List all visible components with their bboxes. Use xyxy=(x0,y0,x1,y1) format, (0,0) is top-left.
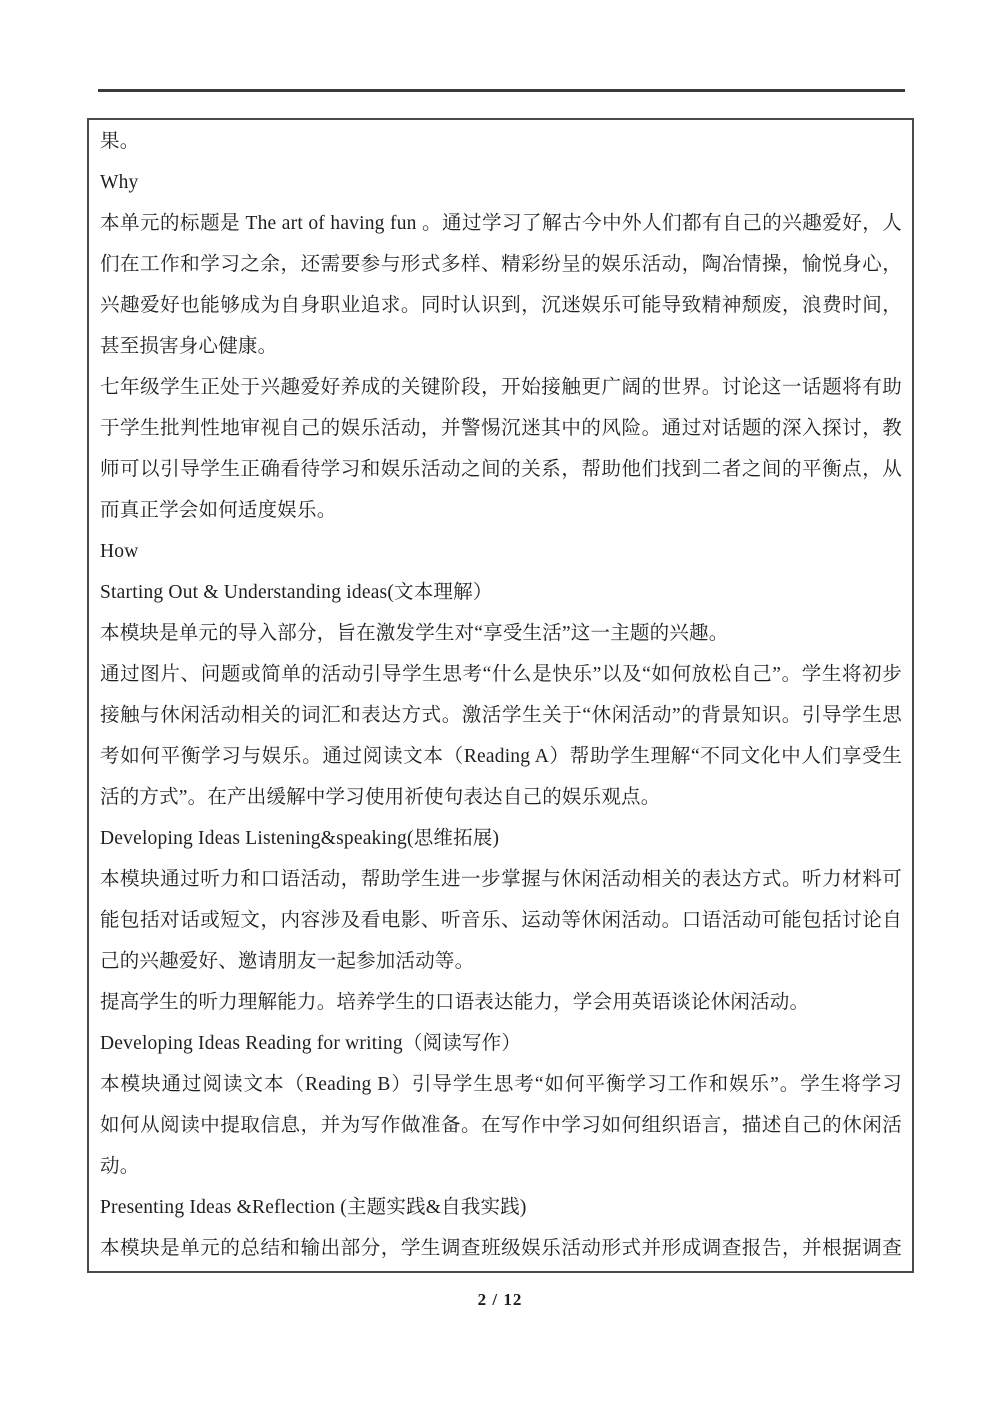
text-line: Developing Ideas Listening&speaking(思维拓展) xyxy=(100,828,500,849)
text-line: 果。 xyxy=(100,131,140,152)
page-number: 2 / 12 xyxy=(477,1290,523,1309)
text-line: 本模块通过阅读文本（Reading B）引导学生思考“如何平衡学习工作和娱乐”。学生将学习 xyxy=(100,1074,902,1095)
page-footer xyxy=(0,1290,1000,1310)
text-line: 提高学生的听力理解能力。培养学生的口语表达能力，学会用英语谈论休闲活动。 xyxy=(100,992,810,1013)
text-line: Why xyxy=(100,172,139,193)
text-line: 甚至损害身心健康。 xyxy=(100,336,278,357)
text-line: How xyxy=(100,541,139,562)
text-line: 兴趣爱好也能够成为自身职业追求。同时认识到，沉迷娱乐可能导致精神颓废，浪费时间， xyxy=(100,295,902,316)
text-line: Developing Ideas Reading for writing（阅读写作） xyxy=(100,1033,522,1054)
text-line: 己的兴趣爱好、邀请朋友一起参加活动等。 xyxy=(100,951,475,972)
text-line: Presenting Ideas &Reflection (主题实践&自我实践) xyxy=(100,1197,527,1218)
text-line: 动。 xyxy=(100,1156,140,1177)
text-line: 通过图片、问题或简单的活动引导学生思考“什么是快乐”以及“如何放松自己”。学生将初步 xyxy=(100,664,902,685)
table-cell-body xyxy=(89,120,912,1271)
text-line: Starting Out & Understanding ideas(文本理解） xyxy=(100,582,493,603)
text-line: 本模块是单元的总结和输出部分，学生调查班级娱乐活动形式并形成调查报告，并根据调查 xyxy=(100,1238,902,1259)
text-line: 能包括对话或短文，内容涉及看电影、听音乐、运动等休闲活动。口语活动可能包括讨论自 xyxy=(100,910,902,931)
text-line: 活的方式”。在产出缓解中学习使用祈使句表达自己的娱乐观点。 xyxy=(100,787,661,808)
text-line: 师可以引导学生正确看待学习和娱乐活动之间的关系，帮助他们找到二者之间的平衡点，从 xyxy=(100,459,902,480)
text-line: 七年级学生正处于兴趣爱好养成的关键阶段，开始接触更广阔的世界。讨论这一话题将有助 xyxy=(100,377,902,398)
header-rule xyxy=(98,89,905,92)
content-table xyxy=(87,118,914,1273)
text-line: 本模块是单元的导入部分，旨在激发学生对“享受生活”这一主题的兴趣。 xyxy=(100,623,729,644)
text-line: 而真正学会如何适度娱乐。 xyxy=(100,500,337,521)
text-line: 于学生批判性地审视自己的娱乐活动，并警惕沉迷其中的风险。通过对话题的深入探讨，教 xyxy=(100,418,902,439)
text-line: 如何从阅读中提取信息，并为写作做准备。在写作中学习如何组织语言，描述自己的休闲活 xyxy=(100,1115,902,1136)
text-line: 们在工作和学习之余，还需要参与形式多样、精彩纷呈的娱乐活动，陶冶情操，愉悦身心， xyxy=(100,254,902,275)
text-line: 考如何平衡学习与娱乐。通过阅读文本（Reading A）帮助学生理解“不同文化中人们享受生 xyxy=(100,746,902,767)
text-line: 本单元的标题是 The art of having fun 。通过学习了解古今中外人们都有自己的兴趣爱好，人 xyxy=(100,213,902,234)
text-line: 接触与休闲活动相关的词汇和表达方式。激活学生关于“休闲活动”的背景知识。引导学生思 xyxy=(100,705,902,726)
text-line: 本模块通过听力和口语活动，帮助学生进一步掌握与休闲活动相关的表达方式。听力材料可 xyxy=(100,869,902,890)
